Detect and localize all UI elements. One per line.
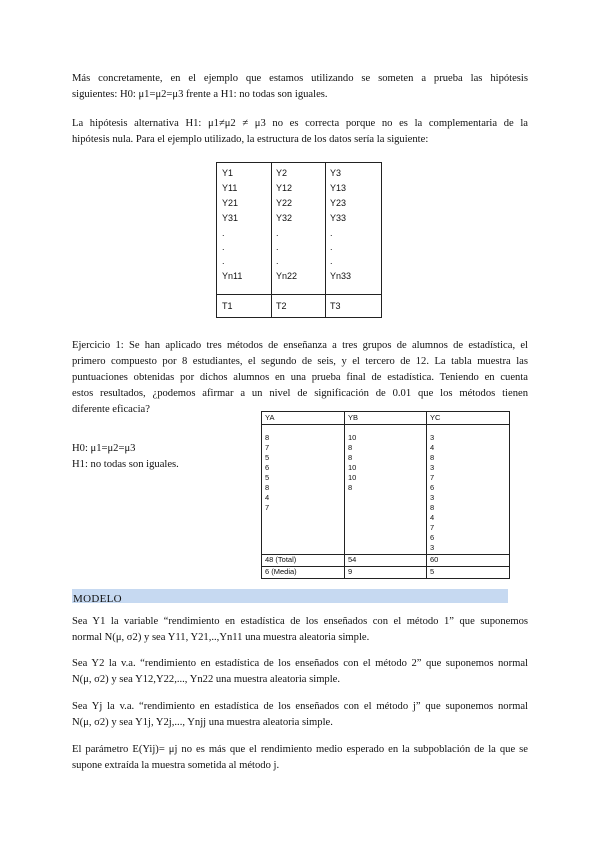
table-cell: Y1 [222, 168, 234, 178]
intro-paragraph [72, 71, 528, 103]
table-cell: Y32 [276, 213, 293, 223]
scores-table [261, 411, 510, 579]
table-cell: Yn22 [276, 271, 298, 281]
hypotheses [72, 441, 179, 473]
exercise-paragraph [72, 338, 528, 418]
table-cell: 10 [348, 463, 357, 472]
table-header: YC [430, 413, 441, 422]
table-cell: Y23 [330, 198, 347, 208]
table-cell: Y12 [276, 183, 293, 193]
text-line: El parámetro E(Yij)= μj no es más que el rendimiento medio esperado en la subpoblación de la que se [72, 744, 528, 755]
text-line: diferente eficacia? [72, 404, 150, 415]
table-cell: 3 [430, 463, 435, 472]
text-line: supone extraída la muestra sometida al método j. [72, 760, 280, 771]
table-header: YA [265, 413, 275, 422]
table-cell: 8 [265, 433, 270, 442]
table-total: 60 [430, 555, 439, 564]
table-cell: 5 [265, 453, 270, 462]
table-cell: 4 [430, 443, 435, 452]
table-cell: 8 [430, 503, 435, 512]
text-line: hipótesis nula. Para el ejemplo utilizado, la estructura de los datos sería la siguiente: [72, 134, 429, 145]
table-divider [217, 294, 381, 295]
table-cell: . [276, 242, 279, 252]
null-hypothesis: H0: μ1=μ2=μ3 [72, 443, 136, 454]
table-total: T2 [276, 301, 287, 311]
table-cell: 7 [265, 503, 270, 512]
text-line: Sea Yj la v.a. “rendimiento en estadística de los enseñados con el método j” que suponemos normal [72, 701, 528, 712]
table-cell: 7 [430, 473, 435, 482]
table-cell: . [330, 256, 333, 266]
table-header: YB [348, 413, 359, 422]
table-divider [262, 566, 509, 567]
table-divider [262, 424, 509, 425]
table-cell: 3 [430, 433, 435, 442]
table-total: 54 [348, 555, 357, 564]
table-cell: 8 [348, 483, 353, 492]
text-line: estos resultados, ¿podemos afirmar a un nivel de significación de 0.01 que los métodos tienen [72, 388, 528, 399]
text-line: normal N(μ, σ2) y sea Y11, Y21,..,Yn11 una muestra aleatoria simple. [72, 632, 370, 643]
table-cell: Y2 [276, 168, 288, 178]
table-cell: 10 [348, 433, 357, 442]
model-paragraph-yj [72, 699, 528, 731]
table-cell: Y22 [276, 198, 293, 208]
text-line: Sea Y2 la v.a. “rendimiento en estadística de los enseñados con el método 2” que suponemos normal [72, 658, 528, 669]
table-cell: . [222, 256, 225, 266]
table-cell: Y13 [330, 183, 347, 193]
table-cell: Yn33 [330, 271, 352, 281]
table-mean-label: 6 (Media) [265, 567, 297, 576]
table-cell: 8 [348, 443, 353, 452]
table-cell: 6 [265, 463, 270, 472]
alternative-hypothesis: H1: no todas son iguales. [72, 459, 179, 470]
text-line: Sea Y1 la variable “rendimiento en estadística de los enseñados con el método 1” que suponemos [72, 616, 528, 627]
parameter-paragraph [72, 742, 528, 774]
table-cell: . [276, 256, 279, 266]
table-cell: . [330, 242, 333, 252]
section-heading-text: MODELO [73, 593, 122, 605]
table-cell: . [276, 228, 279, 238]
table-cell: . [330, 228, 333, 238]
table-total: T3 [330, 301, 341, 311]
table-cell: 6 [430, 533, 435, 542]
section-heading-modelo [72, 589, 508, 603]
table-total: T1 [222, 301, 233, 311]
table-total-label: 48 (Total) [265, 555, 297, 564]
table-cell: 7 [265, 443, 270, 452]
table-cell: 8 [430, 453, 435, 462]
table-cell: 10 [348, 473, 357, 482]
table-cell: 5 [265, 473, 270, 482]
table-cell: 8 [348, 453, 353, 462]
table-cell: 3 [430, 543, 435, 552]
text-line: N(μ, σ2) y sea Y12,Y22,..., Yn22 una muestra aleatoria simple. [72, 674, 341, 685]
table-cell: Y3 [330, 168, 342, 178]
table-mean: 9 [348, 567, 353, 576]
text-line: siguientes: H0: μ1=μ2=μ3 frente a H1: no todas son iguales. [72, 89, 328, 100]
table-cell: 4 [265, 493, 270, 502]
text-line: Ejercicio 1: Se han aplicado tres métodos de enseñanza a tres grupos de alumnos de estadística, el [72, 340, 528, 351]
table-cell: Y21 [222, 198, 239, 208]
table-cell: Y11 [222, 183, 238, 193]
table-cell: Yn11 [222, 271, 243, 281]
model-paragraph-y2 [72, 656, 528, 688]
table-cell: 8 [265, 483, 270, 492]
text-line: Más concretamente, en el ejemplo que estamos utilizando se someten a prueba las hipótesis [72, 73, 528, 84]
text-line: N(μ, σ2) y sea Y1j, Y2j,..., Ynjj una muestra aleatoria simple. [72, 717, 333, 728]
table-cell: 3 [430, 493, 435, 502]
table-mean: 5 [430, 567, 435, 576]
table-cell: Y33 [330, 213, 347, 223]
table-cell: . [222, 228, 225, 238]
model-paragraph-y1 [72, 614, 528, 646]
text-line: puntuaciones obtenidas por dichos alumnos en una prueba final de estadística. Teniendo en cuenta [72, 372, 528, 383]
text-line: La hipótesis alternativa H1: μ1≠μ2 ≠ μ3 no es correcta porque no es la complementaria de la [72, 118, 528, 129]
table-cell: 4 [430, 513, 435, 522]
table-divider [262, 554, 509, 555]
table-cell: Y31 [222, 213, 239, 223]
data-structure-table [216, 162, 382, 318]
table-cell: 7 [430, 523, 435, 532]
table-cell: . [222, 242, 225, 252]
table-cell: 6 [430, 483, 435, 492]
alternative-hypothesis-paragraph [72, 116, 528, 148]
text-line: primero compuesto por 8 estudiantes, el segundo de seis, y el tercero de 12. La tabla muestra las [72, 356, 528, 367]
